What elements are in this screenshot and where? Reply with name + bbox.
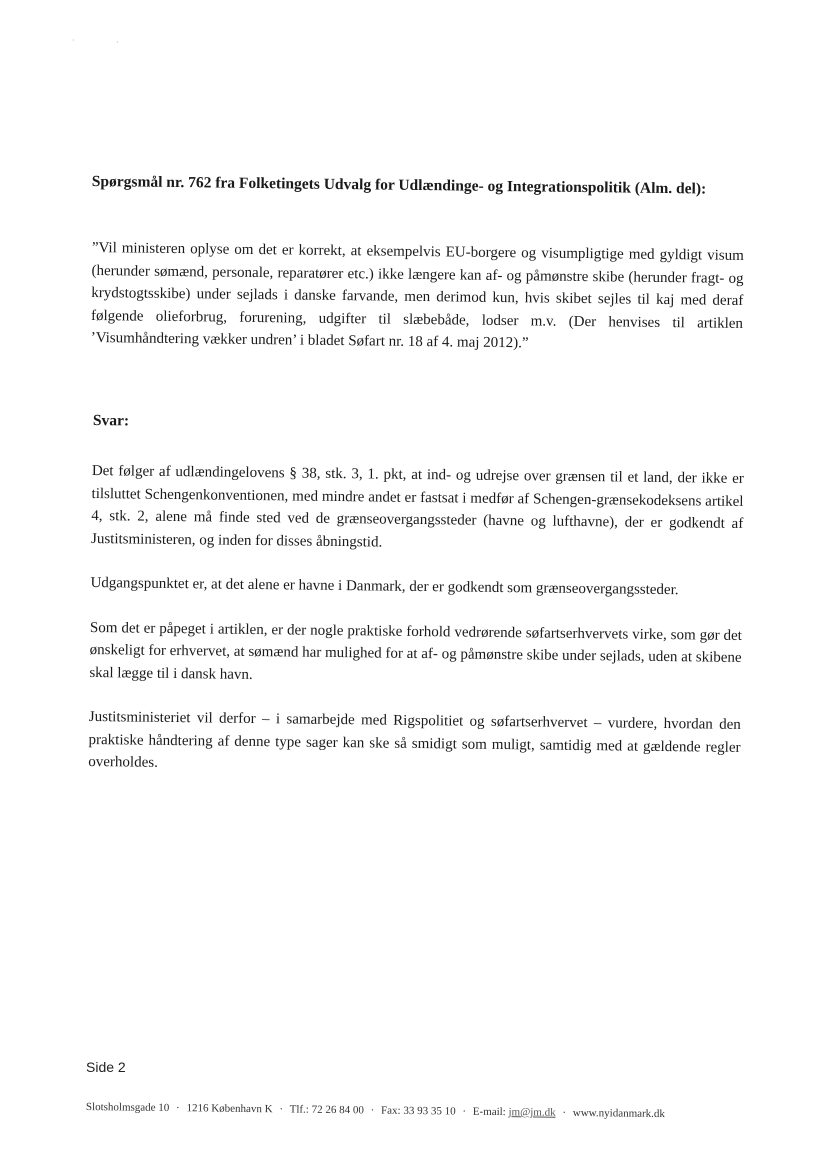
footer-email-label: E-mail: — [472, 1105, 506, 1119]
scan-speck: · — [116, 38, 119, 47]
footer — [86, 1101, 726, 1121]
question-text: ”Vil ministeren oplyse om det er korrekt, at eksempelvis EU-borgere og visumpligtige med gyldigt visum (herunder sømænd, personale, reparatører etc.) ikke længere kan af- og påmønstre skibe (herunder fragt- og krydstogtsskibe) under sejlads i danske farvande, men derimod kun, hvis skibet sejles til kaj med deraf følgende olieforbrug, forurening, udgifter til slæbebåde, lodser m.v. (Der henvises til artiklen ’Visumhåndtering vækker undren’ i bladet Søfart nr. 18 af 4. maj 2012).” — [90, 239, 744, 352]
answer-paragraph: Det følger af udlændingelovens § 38, stk. 3, 1. pkt, at ind- og udrejse over grænsen til et land, der ikke er tilsluttet Schengenkonventionen, med mindre andet er fastsat i medfør af Schengen-grænsekodeksens artikel 4, stk. 2, alene må finde sted ved de grænseovergangssteder (havne og lufthavne), der er godkendt af Justitsministeren, og inden for disses åbningstid. — [90, 462, 744, 551]
footer-separator: · — [462, 1105, 467, 1118]
answer-body — [88, 460, 744, 803]
answer-paragraph: Justitsministeriet vil derfor – i samarbejde med Rigspolitiet og søfartserhvervet – vurdere, hvordan den praktiske håndtering af denne type sager kan ske så smidigt som muligt, samtidig med at gældende regler overholdes. — [88, 708, 741, 771]
answer-paragraph: Som det er påpeget i artiklen, er der nogle praktiske forhold vedrørende søfartserhvervets virke, som gør det ønskeligt for erhvervet, at sømænd har mulighed for at af- og påmønstre skibe under sejlads, uden at skibene skal lægge til i dansk havn. — [89, 619, 743, 683]
scan-speck: · — [72, 36, 75, 45]
footer-fax: Fax: 33 93 35 10 — [380, 1104, 456, 1118]
footer-separator: · — [370, 1104, 375, 1117]
footer-separator: · — [279, 1103, 284, 1116]
page-number: Side 2 — [86, 1059, 126, 1075]
answer-heading: Svar: — [92, 412, 130, 430]
question-title: Spørgsmål nr. 762 fra Folketingets Udvalg for Udlændinge- og Integrationspolitik (Alm. del): — [91, 172, 707, 198]
footer-city: 1216 København K — [186, 1102, 273, 1116]
footer-separator: · — [562, 1106, 567, 1119]
footer-website[interactable]: www.nyidanmark.dk — [572, 1106, 666, 1121]
footer-address: Slotsholmsgade 10 — [85, 1101, 170, 1115]
footer-separator: · — [176, 1102, 180, 1115]
answer-paragraph: Udgangspunktet er, at det alene er havne i Danmark, der er godkendt som grænseovergangssteder. — [90, 574, 679, 599]
footer-email-link[interactable]: jm@jm.dk — [508, 1106, 556, 1119]
footer-phone: Tlf.: 72 26 84 00 — [289, 1103, 364, 1117]
